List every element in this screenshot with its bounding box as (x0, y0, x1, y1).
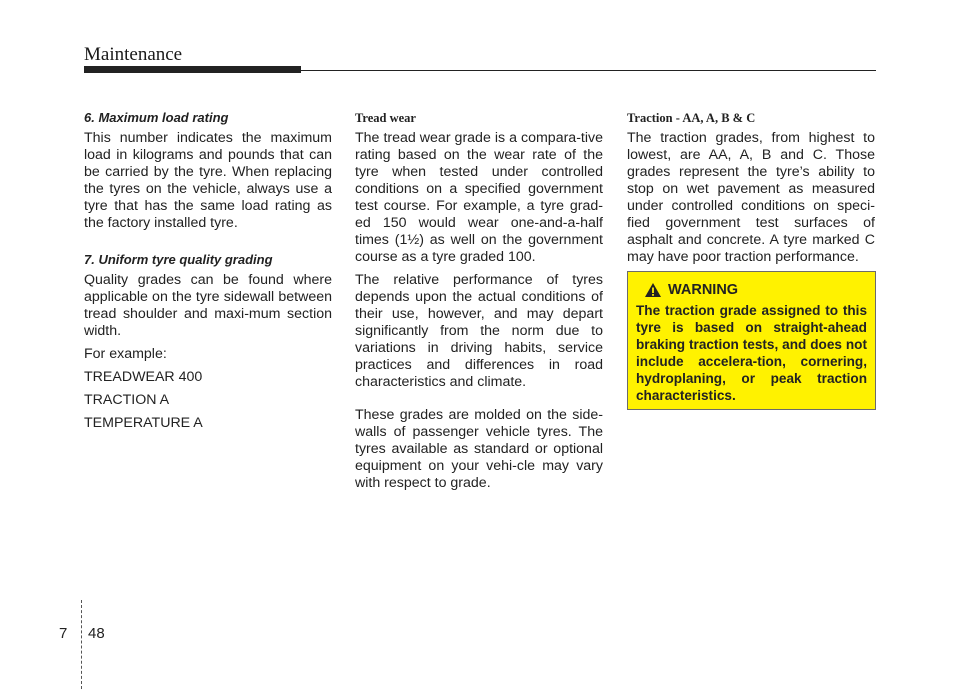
warning-title: WARNING (668, 282, 739, 298)
paragraph-grades-molded: These grades are molded on the side-walls of passenger vehicle tyres. The tyres available as standard or optional equipment on your vehi-cle may vary with respect to grade. (355, 407, 603, 491)
heading-uniform-grading: 7. Uniform tyre quality grading (84, 252, 273, 267)
example-treadwear: TREADWEAR 400 (84, 369, 203, 385)
heading-traction: Traction - AA, A, B & C (627, 111, 756, 125)
column-middle (355, 110, 603, 498)
header-rule-thin (301, 70, 876, 71)
footer-page-number: 48 (88, 625, 105, 642)
paragraph-traction-grades: The traction grades, from highest to lowest, are AA, A, B and C. Those grades represent the tyre’s ability to stop on wet pavement as measured under controlled conditions on speci-fied government test surfaces of asphalt and concrete. A tyre marked C may have poor traction performance. (627, 130, 875, 265)
paragraph-for-example: For example: (84, 346, 167, 362)
warning-triangle-icon (644, 282, 662, 298)
column-right (627, 110, 875, 272)
warning-text: The traction grade assigned to this tyre is based on straight-ahead braking traction tests, and does not include accelera-tion, cornering, hydroplaning, or peak traction characteristics. (636, 303, 867, 403)
paragraph-relative-performance: The relative performance of tyres depends upon the actual conditions of their use, however, and may depart significantly from the norm due to variations in driving habits, service practices and differences in road characteristics and climate. (355, 272, 603, 390)
footer-section-number: 7 (59, 625, 68, 642)
warning-box (627, 271, 876, 410)
paragraph-quality-grades: Quality grades can be found where applicable on the tyre sidewall between tread shoulder and maxi-mum section width. (84, 272, 332, 339)
heading-tread-wear: Tread wear (355, 111, 416, 125)
heading-max-load-rating: 6. Maximum load rating (84, 110, 229, 125)
header-rule-thick (84, 66, 301, 73)
column-left (84, 110, 332, 438)
paragraph-tread-wear-grade: The tread wear grade is a compara-tive rating based on the wear rate of the tyre when tested under controlled conditions on a specified government test course. For example, a tyre grad-ed 150 would wear one-and-a-half times (1½) as well on the government course as a tyre graded 100. (355, 130, 603, 265)
page-header-title: Maintenance (84, 44, 183, 65)
example-temperature: TEMPERATURE A (84, 415, 203, 431)
warning-header (644, 282, 867, 298)
example-traction: TRACTION A (84, 392, 170, 408)
footer-divider (81, 600, 82, 689)
paragraph-max-load: This number indicates the maximum load in kilograms and pounds that can be carried by the tyre. When replacing the tyres on the vehicle, always use a tyre that has the same load rating as the factory installed tyre. (84, 130, 332, 231)
